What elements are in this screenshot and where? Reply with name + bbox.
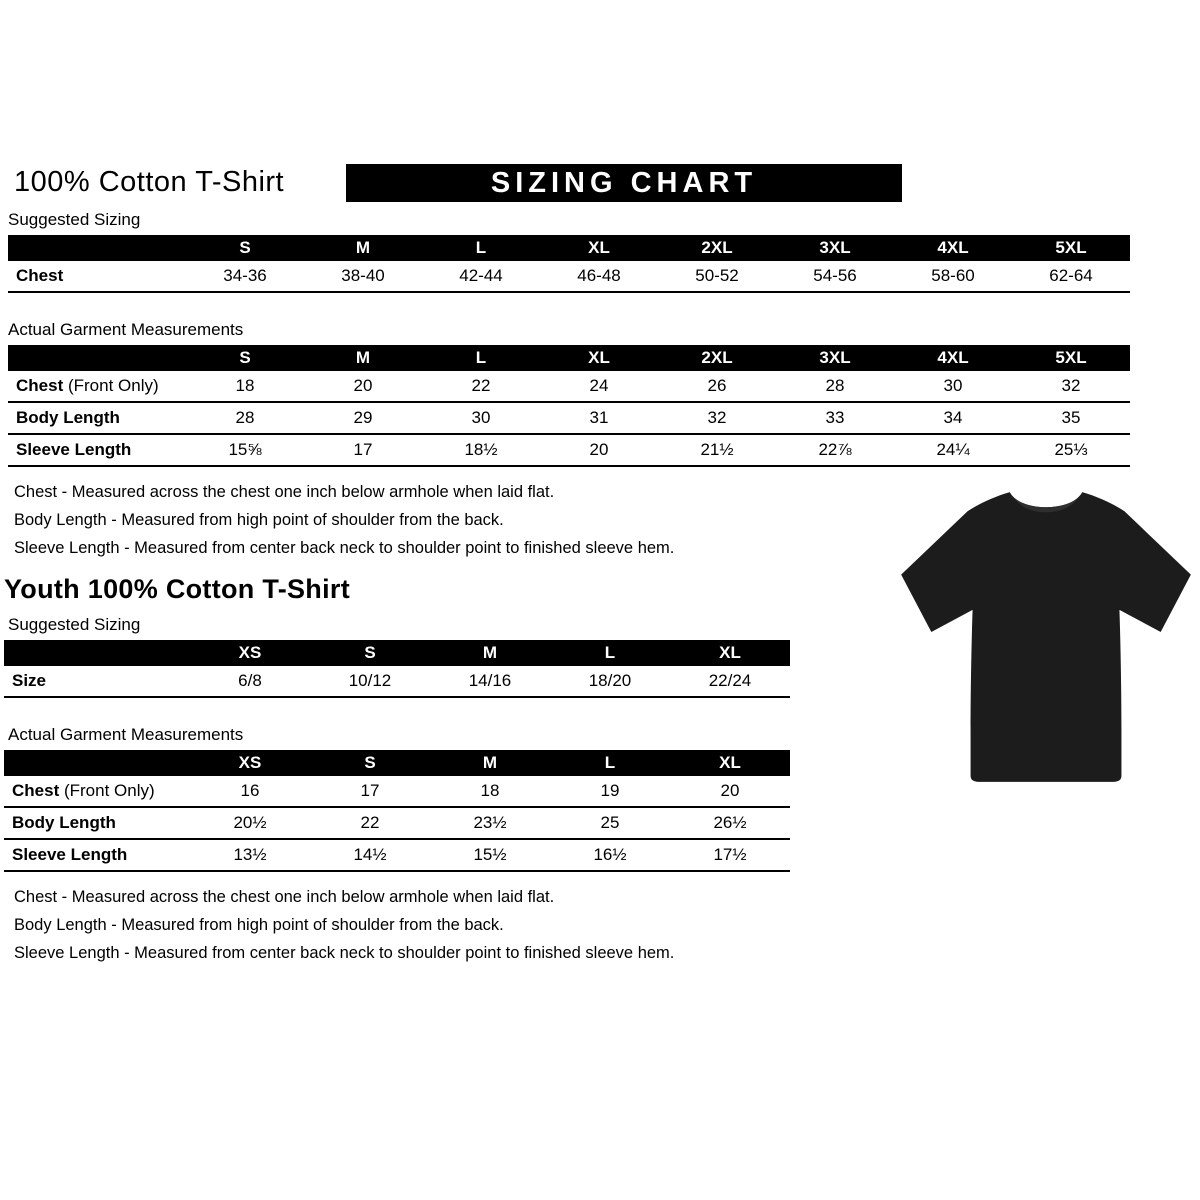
header-row xyxy=(8,345,1130,371)
measurement-cell: 18 xyxy=(480,781,500,800)
size-column-header: M xyxy=(430,640,550,666)
size-column-header: S xyxy=(186,345,304,371)
measurement-cell: 20 xyxy=(353,376,373,395)
table-row xyxy=(8,261,1130,292)
table-row xyxy=(4,666,790,697)
measurement-cell: 18½ xyxy=(464,440,498,459)
sizing-chart-banner: SIZING CHART xyxy=(346,164,902,202)
youth-suggested-sizing-table xyxy=(4,640,790,698)
header-corner xyxy=(8,235,186,261)
measurement-cell: 35 xyxy=(1061,408,1081,427)
size-column-header: 3XL xyxy=(776,345,894,371)
measurement-cell: 22/24 xyxy=(708,671,752,690)
size-column-header: XL xyxy=(670,750,790,776)
measurement-cell: 58-60 xyxy=(931,266,975,285)
measurement-cell: 42-44 xyxy=(459,266,503,285)
size-column-header: S xyxy=(310,750,430,776)
size-column-header: XS xyxy=(190,640,310,666)
measurement-cell: 32 xyxy=(1061,376,1081,395)
table-row xyxy=(4,807,790,839)
size-column-header: 5XL xyxy=(1012,235,1130,261)
measurement-cell: 18 xyxy=(235,376,255,395)
measurement-cell: 16 xyxy=(240,781,260,800)
measurement-cell: 16½ xyxy=(593,845,627,864)
measurement-cell: 26½ xyxy=(713,813,747,832)
note-chest: Chest - Measured across the chest one inch below armhole when laid flat. xyxy=(14,483,555,501)
note-body-length: Body Length - Measured from high point of shoulder from the back. xyxy=(14,511,504,529)
header-corner xyxy=(4,750,190,776)
note-sleeve-length: Sleeve Length - Measured from center back neck to shoulder point to finished sleeve hem. xyxy=(14,944,675,962)
measurement-cell: 14½ xyxy=(353,845,387,864)
measurement-cell: 34-36 xyxy=(223,266,267,285)
adult-actual-measurements-label: Actual Garment Measurements xyxy=(8,320,244,339)
measurement-cell: 13½ xyxy=(233,845,267,864)
measurement-cell: 38-40 xyxy=(341,266,385,285)
size-column-header: L xyxy=(422,235,540,261)
measurement-cell: 54-56 xyxy=(813,266,857,285)
measurement-cell: 18/20 xyxy=(588,671,632,690)
youth-actual-measurements-table xyxy=(4,750,790,872)
tshirt-body xyxy=(901,492,1191,782)
size-column-header: 2XL xyxy=(658,345,776,371)
note-sleeve-length: Sleeve Length - Measured from center back neck to shoulder point to finished sleeve hem. xyxy=(14,539,675,557)
tshirt-icon xyxy=(893,468,1195,810)
size-column-header: 2XL xyxy=(658,235,776,261)
row-label: Chest (Front Only) xyxy=(12,781,155,800)
measurement-cell: 28 xyxy=(825,376,845,395)
measurement-cell: 33 xyxy=(825,408,845,427)
measurement-cell: 22 xyxy=(360,813,380,832)
measurement-cell: 22 xyxy=(471,376,491,395)
black-tshirt-image xyxy=(893,468,1195,810)
measurement-cell: 20½ xyxy=(233,813,267,832)
table-row xyxy=(8,434,1130,466)
measurement-cell: 21½ xyxy=(700,440,734,459)
adult-suggested-sizing-table xyxy=(8,235,1130,293)
measurement-cell: 30 xyxy=(471,408,491,427)
size-column-header: L xyxy=(422,345,540,371)
size-column-header: 4XL xyxy=(894,235,1012,261)
size-column-header: XS xyxy=(190,750,310,776)
table-row xyxy=(4,776,790,807)
measurement-cell: 28 xyxy=(235,408,255,427)
size-column-header: M xyxy=(430,750,550,776)
measurement-cell: 20 xyxy=(589,440,609,459)
table-row xyxy=(8,371,1130,402)
size-column-header: L xyxy=(550,750,670,776)
measurement-cell: 29 xyxy=(353,408,373,427)
row-label: Sleeve Length xyxy=(16,440,132,459)
size-column-header: XL xyxy=(540,235,658,261)
adult-actual-measurements-table xyxy=(8,345,1130,467)
measurement-cell: 6/8 xyxy=(238,671,262,690)
size-column-header: M xyxy=(304,235,422,261)
header-corner xyxy=(4,640,190,666)
measurement-cell: 17 xyxy=(360,781,380,800)
size-column-header: M xyxy=(304,345,422,371)
row-label: Body Length xyxy=(12,813,116,832)
measurement-cell: 24¼ xyxy=(936,440,970,459)
measurement-cell: 25⅓ xyxy=(1054,440,1088,459)
measurement-cell: 14/16 xyxy=(468,671,512,690)
size-column-header: L xyxy=(550,640,670,666)
measurement-cell: 50-52 xyxy=(695,266,739,285)
header-row xyxy=(8,235,1130,261)
row-label: Sleeve Length xyxy=(12,845,128,864)
measurement-cell: 26 xyxy=(707,376,727,395)
measurement-cell: 32 xyxy=(707,408,727,427)
measurement-cell: 30 xyxy=(943,376,963,395)
size-column-header: 5XL xyxy=(1012,345,1130,371)
measurement-cell: 22⅞ xyxy=(818,440,852,459)
measurement-cell: 25 xyxy=(600,813,620,832)
note-chest: Chest - Measured across the chest one inch below armhole when laid flat. xyxy=(14,888,555,906)
measurement-cell: 17 xyxy=(353,440,373,459)
header-row xyxy=(14,164,1200,202)
measurement-cell: 17½ xyxy=(713,845,747,864)
measurement-cell: 19 xyxy=(600,781,620,800)
header-row xyxy=(4,750,790,776)
measurement-cell: 31 xyxy=(589,408,609,427)
note-body-length: Body Length - Measured from high point of shoulder from the back. xyxy=(14,916,504,934)
measurement-cell: 20 xyxy=(720,781,740,800)
measurement-cell: 62-64 xyxy=(1049,266,1093,285)
youth-actual-measurements-label: Actual Garment Measurements xyxy=(8,725,244,744)
row-label: Chest (Front Only) xyxy=(16,376,159,395)
row-label: Body Length xyxy=(16,408,120,427)
header-row xyxy=(4,640,790,666)
measurement-cell: 15⅝ xyxy=(228,440,262,459)
row-label: Size xyxy=(12,671,47,690)
adult-suggested-sizing-label: Suggested Sizing xyxy=(8,210,141,229)
size-column-header: XL xyxy=(540,345,658,371)
measurement-cell: 24 xyxy=(589,376,609,395)
size-column-header: 3XL xyxy=(776,235,894,261)
table-row xyxy=(4,839,790,871)
row-label: Chest xyxy=(16,266,64,285)
size-column-header: S xyxy=(310,640,430,666)
size-column-header: 4XL xyxy=(894,345,1012,371)
size-column-header: S xyxy=(186,235,304,261)
youth-suggested-sizing-label: Suggested Sizing xyxy=(8,615,141,634)
measurement-cell: 34 xyxy=(943,408,963,427)
youth-section-title: Youth 100% Cotton T-Shirt xyxy=(4,574,350,604)
size-column-header: XL xyxy=(670,640,790,666)
header-corner xyxy=(8,345,186,371)
table-row xyxy=(8,402,1130,434)
measurement-cell: 15½ xyxy=(473,845,507,864)
measurement-cell: 10/12 xyxy=(348,671,392,690)
measurement-cell: 46-48 xyxy=(577,266,621,285)
youth-measurement-notes xyxy=(14,888,1200,963)
measurement-cell: 23½ xyxy=(473,813,507,832)
page-title: 100% Cotton T-Shirt xyxy=(14,166,285,198)
